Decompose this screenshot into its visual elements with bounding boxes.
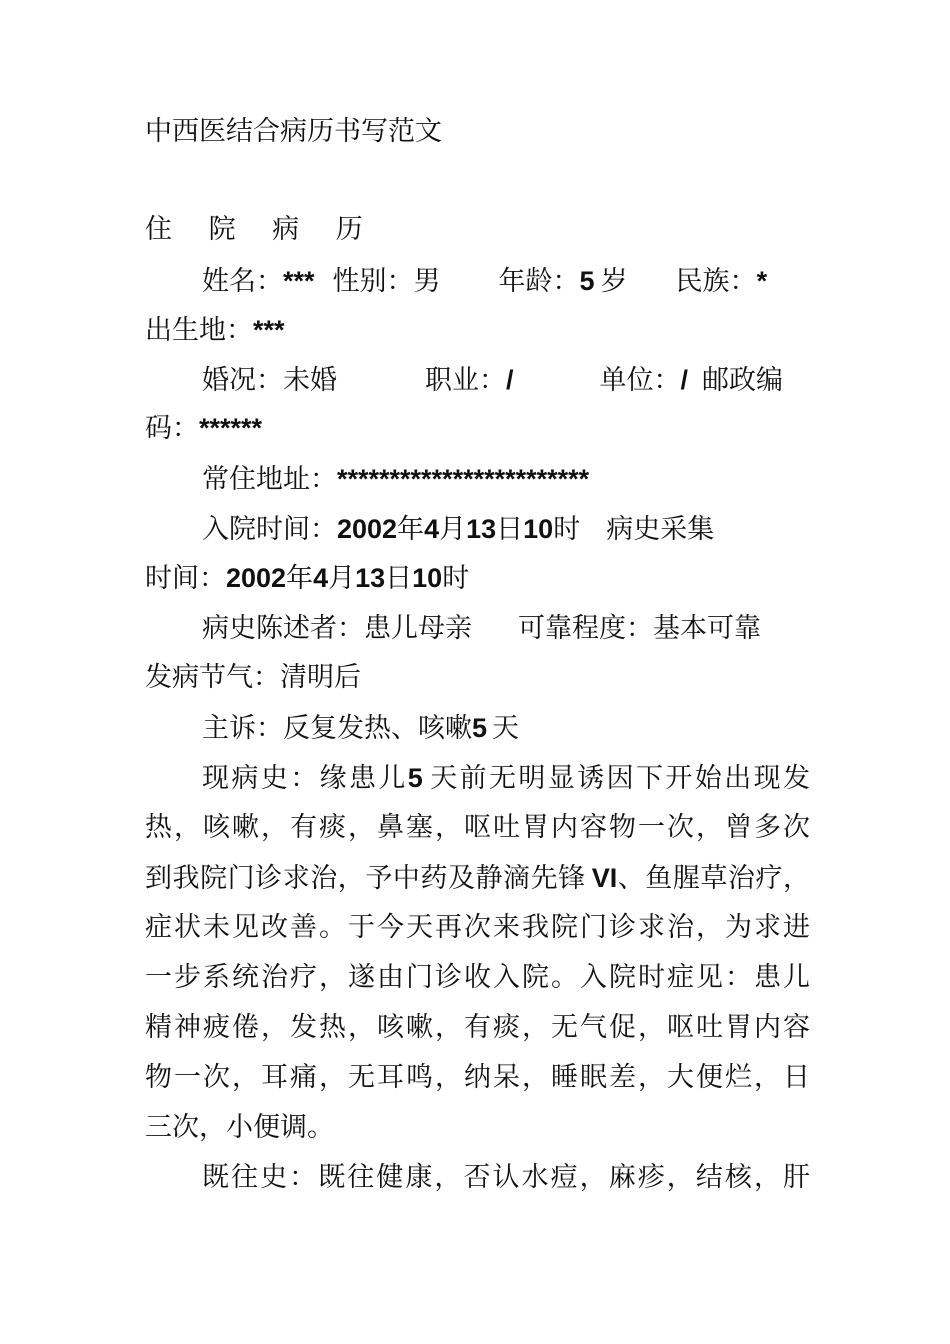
unit-month: 月 [328, 563, 356, 594]
complaint-label: 主诉： [202, 713, 283, 744]
unit-day: 日 [385, 563, 413, 594]
history-time-label-part1: 病史采集 [606, 514, 715, 545]
admission-month: 4 [424, 514, 440, 544]
present-illness-line-3 [145, 858, 810, 898]
history-time-line [145, 558, 810, 598]
unit-month: 月 [439, 514, 467, 545]
present-illness-text: 到我院门诊求治，予中药及静滴先锋 [145, 863, 586, 894]
unit-hour: 时 [442, 563, 470, 594]
unit-year: 年 [286, 563, 314, 594]
solar-term-label: 发病节气： [145, 662, 280, 693]
present-illness-line-8: 三次，小便调。 [145, 1112, 334, 1143]
age-label: 年龄： [498, 266, 580, 297]
present-illness-line-5: 一步系统治疗，遂由门诊收入院。入院时症见：患儿 [145, 962, 810, 993]
admission-label: 入院时间： [202, 514, 337, 545]
postcode-value: ****** [199, 413, 263, 443]
document-title: 中西医结合病历书写范文 [145, 116, 442, 147]
occupation-label: 职业： [425, 365, 506, 396]
postcode-line [145, 408, 810, 448]
unit-year: 年 [397, 514, 425, 545]
postcode-label-part2: 码： [145, 413, 199, 444]
reliability-label: 可靠程度： [518, 613, 653, 644]
admission-hour: 10 [523, 514, 554, 544]
sex-value: 男 [413, 266, 441, 297]
present-illness-text: 天前无明显诱因下开始出现发 [427, 763, 810, 794]
drug-generation: VI [591, 863, 618, 893]
present-illness-text: 现病史：缘患儿 [202, 763, 408, 794]
age-value: 5 [579, 266, 595, 296]
present-illness-days: 5 [407, 763, 423, 793]
employer-value: / [680, 365, 689, 395]
age-unit: 岁 [600, 266, 628, 297]
complaint-days: 5 [472, 713, 488, 743]
postcode-label-part1: 邮政编 [702, 365, 784, 396]
birthplace-line [145, 310, 810, 350]
narrator-value: 患儿母亲 [364, 613, 472, 644]
birthplace-label: 出生地： [145, 315, 253, 346]
marital-label: 婚况： [202, 365, 283, 396]
reliability-value: 基本可靠 [653, 613, 761, 644]
narrator-line [202, 609, 810, 649]
marital-occupation-line [202, 360, 810, 400]
history-year: 2002 [226, 563, 287, 593]
admission-year: 2002 [337, 514, 398, 544]
employer-label: 单位： [599, 365, 681, 396]
patient-basic-info-line [202, 261, 810, 301]
present-illness-line-6: 精神疲倦，发热，咳嗽，有痰，无气促，呕吐胃内容 [145, 1012, 810, 1043]
present-illness-text: 、鱼腥草治疗， [617, 863, 810, 894]
history-time-label-part2: 时间： [145, 563, 226, 594]
present-illness-line-1 [202, 758, 810, 798]
present-illness-line-2: 热，咳嗽，有痰，鼻塞，呕吐胃内容物一次，曾多次 [145, 812, 810, 843]
occupation-value: / [506, 365, 514, 395]
unit-day: 日 [496, 514, 524, 545]
address-label: 常住地址： [202, 464, 337, 495]
complaint-unit: 天 [492, 713, 520, 744]
solar-term-value: 清明后 [280, 662, 361, 693]
ethnicity-value: * [756, 266, 768, 296]
address-line [202, 459, 810, 499]
complaint-text: 反复发热、咳嗽 [283, 713, 472, 744]
present-illness-line-4: 症状未见改善。于今天再次来我院门诊求治，为求进 [145, 912, 810, 943]
admission-day: 13 [466, 514, 497, 544]
sex-label: 性别： [332, 266, 414, 297]
admission-time-line [202, 509, 810, 549]
marital-value: 未婚 [283, 365, 337, 396]
unit-hour: 时 [553, 514, 581, 545]
ethnicity-label: 民族： [675, 266, 757, 297]
past-history-line-1: 既往史：既往健康，否认水痘，麻疹，结核，肝 [202, 1162, 810, 1193]
address-value: ************************ [337, 464, 590, 494]
history-day: 13 [355, 563, 386, 593]
present-illness-line-7: 物一次，耳痛，无耳鸣，纳呆，睡眠差，大便烂，日 [145, 1062, 810, 1093]
narrator-label: 病史陈述者： [202, 613, 364, 644]
history-month: 4 [313, 563, 329, 593]
section-title: 住 院 病 历 [145, 214, 377, 245]
birthplace-value: *** [253, 315, 285, 345]
name-label: 姓名： [202, 266, 283, 297]
history-hour: 10 [412, 563, 443, 593]
chief-complaint-line [202, 708, 810, 748]
name-value: *** [283, 266, 315, 296]
solar-term-line [145, 658, 810, 698]
